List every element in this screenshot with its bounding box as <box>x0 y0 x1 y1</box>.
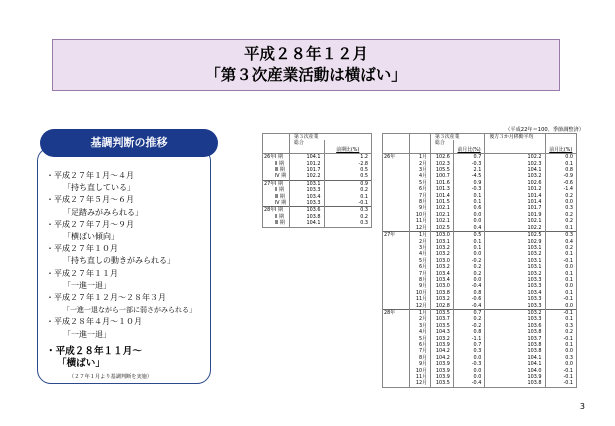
moving-average-change-cell: 0.0 <box>545 283 576 289</box>
change-cell: 0.5 <box>324 173 371 180</box>
index-cell: 101.4 <box>431 193 454 199</box>
month-cell: 5月 <box>410 180 431 186</box>
timeline-period: ・平成２７年１２月～２８年３月 <box>46 293 166 303</box>
moving-average-cell: 103.8 <box>485 342 545 348</box>
month-cell: 6月 <box>410 342 431 348</box>
moving-average-cell: 103.2 <box>485 271 545 277</box>
table-row <box>383 380 577 387</box>
table-row <box>263 207 372 214</box>
header-change: 前期比(%) <box>324 147 371 154</box>
moving-average-cell: 101.4 <box>485 193 545 199</box>
moving-average-cell: 103.7 <box>485 336 545 342</box>
index-cell: 103.5 <box>431 309 454 316</box>
index-cell: 102.1 <box>431 212 454 218</box>
moving-average-change-cell: 0.2 <box>545 329 576 335</box>
header-blank <box>410 147 431 154</box>
index-cell: 103.1 <box>431 239 454 245</box>
moving-average-cell: 103.3 <box>485 316 545 322</box>
moving-average-cell: 102.1 <box>485 218 545 224</box>
change-cell: -0.3 <box>453 161 484 167</box>
quarter-label: Ⅰ 期 <box>275 154 283 161</box>
change-cell: 0.2 <box>324 187 371 193</box>
index-cell: 103.2 <box>431 296 454 302</box>
month-cell: 2月 <box>410 239 431 245</box>
month-cell: 10月 <box>410 368 431 374</box>
change-cell: 0.5 <box>324 167 371 173</box>
change-cell: 0.0 <box>453 368 484 374</box>
timeline-period: ・平成２８年４月～１０月 <box>46 317 142 327</box>
index-cell: 103.0 <box>431 232 454 239</box>
moving-average-change-cell: 0.3 <box>545 355 576 361</box>
timeline-judgment: 「足踏みがみられる」 <box>63 207 143 217</box>
period-cell <box>263 200 290 207</box>
index-cell: 101.3 <box>431 186 454 192</box>
moving-average-cell: 103.3 <box>485 283 545 289</box>
month-cell: 9月 <box>410 205 431 211</box>
title-box <box>52 39 560 91</box>
index-cell: 103.2 <box>431 264 454 270</box>
change-cell: -0.4 <box>453 380 484 387</box>
index-cell: 101.6 <box>431 180 454 186</box>
index-cell: 103.9 <box>431 374 454 380</box>
index-cell: 102.2 <box>290 173 325 180</box>
timeline-judgment: 「一進一退」 <box>63 329 111 339</box>
moving-average-cell: 103.1 <box>485 258 545 264</box>
year-cell <box>383 380 410 387</box>
page-subtitle: 「第３次産業活動は横ばい」 <box>205 66 407 84</box>
moving-average-change-cell: -0.1 <box>545 258 576 264</box>
index-cell: 105.5 <box>431 167 454 173</box>
change-cell: 0.2 <box>453 316 484 322</box>
change-cell: -1.1 <box>453 336 484 342</box>
table-row <box>383 309 577 316</box>
header-blank <box>431 147 454 154</box>
moving-average-change-cell: 0.2 <box>545 218 576 224</box>
month-cell: 12月 <box>410 380 431 387</box>
month-cell: 5月 <box>410 258 431 264</box>
moving-average-change-cell: 0.1 <box>545 161 576 167</box>
month-cell: 7月 <box>410 271 431 277</box>
change-cell: 0.0 <box>453 355 484 361</box>
period-cell <box>263 154 290 161</box>
period-cell <box>263 207 290 214</box>
change-cell: 0.3 <box>453 348 484 354</box>
quarter-label: Ⅰ 期 <box>275 180 283 187</box>
change-cell: 0.2 <box>453 264 484 270</box>
moving-average-cell: 104.1 <box>485 361 545 367</box>
moving-average-cell: 103.8 <box>485 348 545 354</box>
year-label: 28年 <box>264 207 276 214</box>
moving-average-change-cell: 0.0 <box>545 264 576 270</box>
quarter-label: Ⅱ 期 <box>275 160 284 167</box>
moving-average-change-cell: 0.1 <box>545 316 576 322</box>
index-cell: 103.3 <box>290 200 325 207</box>
timeline-judgment: 「一進一退ながら一部に弱さがみられる」 <box>63 306 196 315</box>
change-cell: 0.0 <box>453 277 484 283</box>
timeline-period: ・平成２７年７月～９月 <box>46 219 134 229</box>
moving-average-cell: 103.9 <box>485 374 545 380</box>
index-cell: 103.0 <box>431 283 454 289</box>
month-cell: 11月 <box>410 218 431 224</box>
page-number: 3 <box>579 402 585 411</box>
year-cell: 28年 <box>383 309 410 316</box>
header-category: 第３次産業 <box>431 134 485 141</box>
moving-average-change-cell: 0.8 <box>545 167 576 173</box>
moving-average-cell: 103.3 <box>485 296 545 302</box>
index-cell: 103.9 <box>431 368 454 374</box>
moving-average-change-cell: 0.0 <box>545 303 576 310</box>
table-header-row <box>383 147 577 154</box>
index-cell: 103.9 <box>431 361 454 367</box>
moving-average-cell: 103.2 <box>485 251 545 257</box>
month-cell: 6月 <box>410 186 431 192</box>
table-row <box>263 220 372 227</box>
table-row <box>383 225 577 232</box>
header-ma-change: 前月比(%) <box>545 147 576 154</box>
index-cell: 103.0 <box>431 258 454 264</box>
moving-average-cell: 103.2 <box>485 309 545 316</box>
change-cell: -0.1 <box>324 200 371 207</box>
moving-average-cell: 103.8 <box>485 380 545 387</box>
quarter-label: Ⅲ 期 <box>275 220 285 227</box>
index-cell: 100.7 <box>431 173 454 179</box>
header-blank <box>383 134 410 141</box>
monthly-table-body <box>383 134 577 388</box>
moving-average-change-cell: -1.4 <box>545 186 576 192</box>
latest-judgment: 「横ばい」 <box>57 357 105 369</box>
month-cell: 12月 <box>410 225 431 232</box>
quarter-label: Ⅳ 期 <box>275 200 286 207</box>
index-cell: 103.7 <box>431 316 454 322</box>
month-cell: 10月 <box>410 290 431 296</box>
moving-average-change-cell: 0.0 <box>545 348 576 354</box>
moving-average-change-cell: 0.0 <box>545 199 576 205</box>
judgment-timeline <box>46 170 211 370</box>
index-cell: 104.1 <box>290 220 325 227</box>
index-cell: 103.4 <box>290 194 325 200</box>
table-row <box>263 173 372 180</box>
moving-average-change-cell: 0.2 <box>545 212 576 218</box>
index-cell: 103.4 <box>431 277 454 283</box>
month-cell: 6月 <box>410 264 431 270</box>
header-blank <box>410 134 431 141</box>
table-row <box>383 303 577 310</box>
month-cell: 4月 <box>410 329 431 335</box>
change-cell: 0.0 <box>453 374 484 380</box>
month-cell: 8月 <box>410 199 431 205</box>
panel-footnote: （２７年１月より基調判断を実施） <box>69 374 153 380</box>
month-cell: 9月 <box>410 283 431 289</box>
moving-average-cell: 101.7 <box>485 205 545 211</box>
month-cell: 1月 <box>410 309 431 316</box>
table-row <box>383 232 577 239</box>
period-cell <box>263 173 290 180</box>
quarterly-table-body <box>263 134 372 228</box>
change-cell: -0.3 <box>453 361 484 367</box>
change-cell: 0.1 <box>324 194 371 200</box>
year-cell <box>383 225 410 232</box>
moving-average-change-cell: 0.1 <box>545 225 576 232</box>
table-header-row <box>383 134 577 141</box>
latest-period: ・平成２８年１１月～ <box>46 345 142 357</box>
month-cell: 3月 <box>410 167 431 173</box>
header-blank <box>263 147 290 154</box>
header-blank <box>485 147 545 154</box>
moving-average-cell: 102.2 <box>485 225 545 232</box>
index-cell: 103.2 <box>431 336 454 342</box>
change-cell: 0.6 <box>453 205 484 211</box>
change-cell: 1.2 <box>324 154 371 161</box>
header-change: 前月比(%) <box>453 147 484 154</box>
header-blank <box>263 134 290 141</box>
moving-average-change-cell: 0.0 <box>545 154 576 161</box>
timeline-judgment: 「横ばい傾向」 <box>63 232 119 242</box>
quarterly-table <box>262 133 372 228</box>
change-cell: 0.8 <box>453 290 484 296</box>
timeline-judgment: 「一進一退」 <box>63 280 111 290</box>
timeline-period: ・平成２７年１月～４月 <box>46 171 134 180</box>
year-cell <box>383 303 410 310</box>
moving-average-cell: 102.2 <box>485 154 545 161</box>
moving-average-cell: 104.0 <box>485 368 545 374</box>
index-cell: 103.5 <box>431 323 454 329</box>
moving-average-cell: 103.3 <box>485 277 545 283</box>
month-cell: 11月 <box>410 296 431 302</box>
month-cell: 8月 <box>410 277 431 283</box>
moving-average-change-cell: -0.1 <box>545 296 576 302</box>
moving-average-change-cell: -0.1 <box>545 368 576 374</box>
table-row <box>263 200 372 207</box>
index-cell: 104.2 <box>431 355 454 361</box>
change-cell: 0.0 <box>453 251 484 257</box>
index-cell: 103.5 <box>431 380 454 387</box>
change-cell: 0.3 <box>324 207 371 214</box>
month-cell: 2月 <box>410 316 431 322</box>
moving-average-cell: 103.3 <box>485 303 545 310</box>
year-cell: 27年 <box>383 232 410 239</box>
index-cell: 101.2 <box>290 161 325 167</box>
panel-title: 基調判断の推移 <box>40 129 218 157</box>
moving-average-cell: 102.5 <box>485 232 545 239</box>
moving-average-change-cell: 0.3 <box>545 323 576 329</box>
header-ma: 後方３か月移動平均 <box>485 134 545 141</box>
timeline-judgment: 「持ち直しの動きがみられる」 <box>63 256 175 266</box>
change-cell: -0.2 <box>453 323 484 329</box>
change-cell: -0.6 <box>453 296 484 302</box>
month-cell: 3月 <box>410 323 431 329</box>
moving-average-cell: 101.2 <box>485 186 545 192</box>
moving-average-change-cell: -0.1 <box>545 309 576 316</box>
index-cell: 103.4 <box>431 271 454 277</box>
header-blank <box>290 147 325 154</box>
index-cell: 101.7 <box>290 167 325 173</box>
period-cell <box>263 220 290 227</box>
index-cell: 102.3 <box>431 161 454 167</box>
header-category: 第３次産業 <box>290 134 372 141</box>
moving-average-cell: 103.8 <box>485 329 545 335</box>
change-cell: 0.1 <box>453 239 484 245</box>
change-cell: 0.7 <box>453 342 484 348</box>
index-cell: 103.2 <box>431 251 454 257</box>
moving-average-change-cell: 0.1 <box>545 271 576 277</box>
quarter-label: Ⅰ 期 <box>275 207 283 214</box>
change-cell: 0.0 <box>453 218 484 224</box>
moving-average-change-cell: 0.3 <box>545 205 576 211</box>
moving-average-change-cell: 0.3 <box>545 232 576 239</box>
change-cell: 0.0 <box>453 212 484 218</box>
index-cell: 103.8 <box>431 290 454 296</box>
header-blank <box>383 147 410 154</box>
moving-average-change-cell: 0.1 <box>545 277 576 283</box>
index-cell: 102.1 <box>431 205 454 211</box>
moving-average-cell: 103.1 <box>485 264 545 270</box>
page-title: 平成２８年１２月 <box>243 45 368 63</box>
change-cell: 0.1 <box>453 245 484 251</box>
change-cell: -0.4 <box>453 303 484 310</box>
quarter-label: Ⅳ 期 <box>275 173 286 180</box>
index-cell: 103.2 <box>431 245 454 251</box>
moving-average-change-cell: 0.2 <box>545 245 576 251</box>
table-header-row <box>263 147 372 154</box>
moving-average-cell: 103.1 <box>485 245 545 251</box>
month-cell: 11月 <box>410 374 431 380</box>
moving-average-cell: 101.9 <box>485 212 545 218</box>
index-cell: 104.3 <box>431 329 454 335</box>
year-label: 27年 <box>264 180 276 187</box>
moving-average-change-cell: -0.6 <box>545 180 576 186</box>
index-cell: 101.5 <box>431 199 454 205</box>
change-cell: 0.9 <box>324 180 371 187</box>
change-cell: -0.4 <box>453 283 484 289</box>
moving-average-cell: 104.1 <box>485 355 545 361</box>
index-cell: 102.6 <box>431 154 454 161</box>
timeline-judgment: 「持ち直している」 <box>63 183 135 193</box>
moving-average-change-cell: 0.4 <box>545 239 576 245</box>
change-cell: 0.2 <box>324 214 371 220</box>
index-cell: 103.9 <box>431 342 454 348</box>
index-cell: 103.8 <box>290 214 325 220</box>
change-cell: 0.2 <box>453 271 484 277</box>
table-row <box>383 154 577 161</box>
month-cell: 9月 <box>410 361 431 367</box>
index-cell: 102.8 <box>431 303 454 310</box>
quarter-label: Ⅱ 期 <box>275 187 284 194</box>
change-cell: -2.8 <box>324 161 371 167</box>
change-cell: 0.4 <box>453 225 484 232</box>
month-cell: 1月 <box>410 232 431 239</box>
monthly-table <box>382 133 577 388</box>
table-header-row <box>263 134 372 141</box>
change-cell: -0.3 <box>453 186 484 192</box>
moving-average-change-cell: 0.2 <box>545 193 576 199</box>
change-cell: 2.1 <box>453 167 484 173</box>
index-cell: 102.1 <box>431 218 454 224</box>
moving-average-cell: 102.9 <box>485 239 545 245</box>
month-cell: 2月 <box>410 161 431 167</box>
change-cell: 0.9 <box>453 180 484 186</box>
timeline-period: ・平成２７年１０月 <box>46 244 118 254</box>
moving-average-cell: 102.6 <box>485 180 545 186</box>
index-cell: 104.1 <box>290 154 325 161</box>
year-label: 26年 <box>264 154 276 161</box>
month-cell: 12月 <box>410 303 431 310</box>
moving-average-change-cell: -0.1 <box>545 374 576 380</box>
month-cell: 4月 <box>410 173 431 179</box>
index-cell: 103.1 <box>290 180 325 187</box>
moving-average-change-cell: 0.1 <box>545 342 576 348</box>
moving-average-change-cell: 0.1 <box>545 251 576 257</box>
month-cell: 4月 <box>410 251 431 257</box>
month-cell: 10月 <box>410 212 431 218</box>
header-subcategory: 総合 <box>290 140 325 146</box>
month-cell: 3月 <box>410 245 431 251</box>
month-cell: 7月 <box>410 348 431 354</box>
change-cell: -4.5 <box>453 173 484 179</box>
moving-average-cell: 104.1 <box>485 167 545 173</box>
quarter-label: Ⅲ 期 <box>275 193 285 200</box>
change-cell: 0.3 <box>324 220 371 227</box>
change-cell: 0.7 <box>453 309 484 316</box>
moving-average-cell: 102.3 <box>485 161 545 167</box>
moving-average-change-cell: -0.1 <box>545 336 576 342</box>
index-cell: 103.6 <box>290 207 325 214</box>
change-cell: 0.8 <box>453 329 484 335</box>
moving-average-cell: 103.2 <box>485 173 545 179</box>
quarter-label: Ⅲ 期 <box>275 167 285 174</box>
change-cell: 0.5 <box>453 232 484 239</box>
month-cell: 7月 <box>410 193 431 199</box>
timeline-period: ・平成２７年１１月 <box>46 268 118 278</box>
moving-average-cell: 101.4 <box>485 199 545 205</box>
header-blank <box>545 134 576 141</box>
base-note: （平成22年＝100、季節調整済） <box>505 127 584 133</box>
change-cell: -0.2 <box>453 258 484 264</box>
quarter-label: Ⅱ 期 <box>275 213 284 220</box>
change-cell: 0.7 <box>453 154 484 161</box>
table-row <box>263 154 372 161</box>
year-cell: 26年 <box>383 154 410 161</box>
month-cell: 5月 <box>410 336 431 342</box>
moving-average-change-cell: 0.0 <box>545 361 576 367</box>
month-cell: 8月 <box>410 355 431 361</box>
moving-average-cell: 103.4 <box>485 290 545 296</box>
change-cell: 0.1 <box>453 199 484 205</box>
index-cell: 104.2 <box>431 348 454 354</box>
header-subcategory: 総合 <box>431 140 454 146</box>
moving-average-cell: 103.6 <box>485 323 545 329</box>
moving-average-change-cell: -0.1 <box>545 380 576 387</box>
change-cell: 0.1 <box>453 193 484 199</box>
moving-average-change-cell: -0.9 <box>545 173 576 179</box>
moving-average-change-cell: 0.1 <box>545 290 576 296</box>
timeline-period: ・平成２７年５月～６月 <box>46 195 134 205</box>
index-cell: 103.3 <box>290 187 325 193</box>
index-cell: 102.5 <box>431 225 454 232</box>
month-cell: 1月 <box>410 154 431 161</box>
